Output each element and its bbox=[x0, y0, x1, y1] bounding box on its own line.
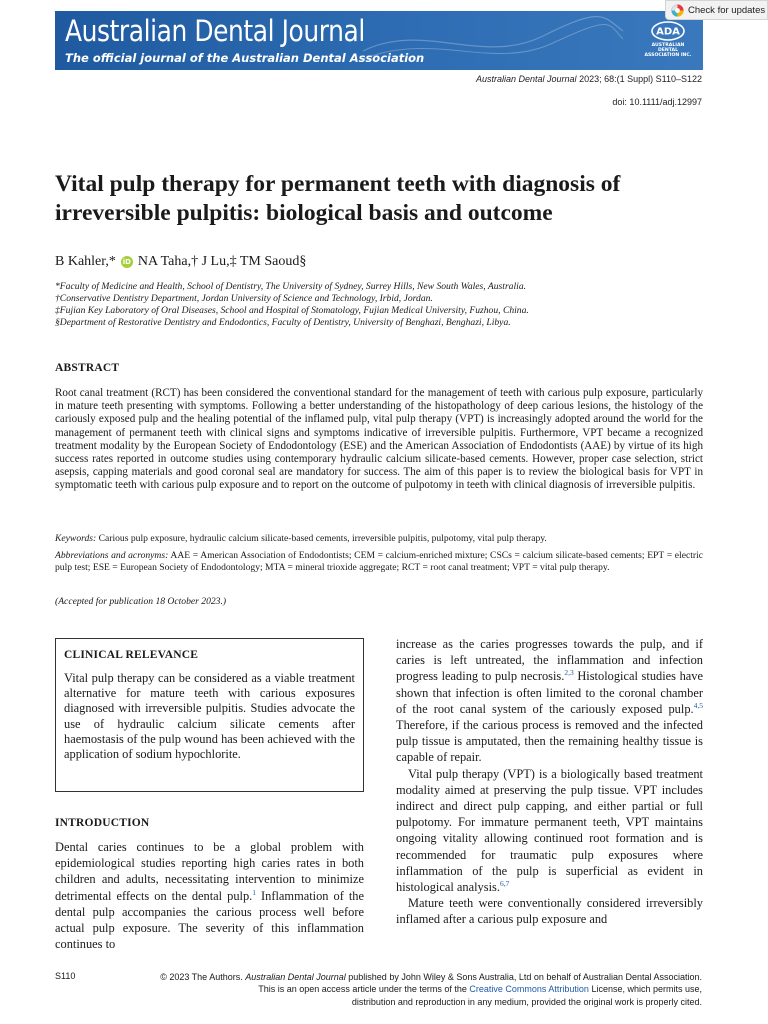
ada-logo-icon bbox=[651, 21, 685, 41]
journal-name: Australian Dental Journal bbox=[65, 14, 365, 48]
intro-p1-text-b: Inflammation of the dental pulp accompanies the carious process well before actual pulp exposure. The severity of this inflammation continues to bbox=[55, 888, 364, 952]
affiliation-2: †Conservative Dentistry Department, Jordan University of Science and Technology, Irbid, Jordan. bbox=[55, 293, 433, 304]
abstract-text: Root canal treatment (RCT) has been considered the conventional standard for the management of teeth with carious pulp exposure, particularly in mature teeth presenting with symptoms. Following a better understanding of the histopathology of deep carious lesions, the histology of the cariously exposed pulp and the healing potential of the inflamed pulp, vital pulp therapy (VPT) is increasingly adopted around the world for the management of permanent teeth with clinical signs and symptoms indicative of irreversible pulpitis. Furthermore, VPT became a recognized treatment modality by the European Society of Endodontology (ESE) and the American Association of Endodontists (AAE) by virtue of its high success rates reported in outcome studies using contemporary hydraulic calcium silicate-based cements. However, proper case selection, strict asepsis, capping materials and good coronal seal are mandatory for success. The aim of this paper is to review the biological basis for VPT in symptomatic teeth with carious pulp exposure and to report on the outcome of pulpotomy in teeth with clinical diagnosis of irreversible pulpitis. bbox=[55, 387, 703, 492]
abstract-heading: ABSTRACT bbox=[55, 362, 120, 374]
keywords-label: Keywords: bbox=[55, 533, 97, 544]
journal-tagline: The official journal of the Australian Dental Association bbox=[65, 51, 425, 65]
keywords-text: Carious pulp exposure, hydraulic calcium silicate-based cements, irreversible pulpitis, pulpotomy, vital pulp therapy. bbox=[96, 533, 547, 544]
creative-commons-link[interactable]: Creative Commons Attribution bbox=[469, 984, 589, 995]
orcid-icon[interactable]: iD bbox=[122, 258, 131, 266]
author-first: B Kahler,* bbox=[55, 254, 116, 269]
ada-caption-2: ASSOCIATION INC. bbox=[644, 53, 692, 58]
crossmark-icon bbox=[671, 4, 684, 17]
right-paragraph-1 bbox=[396, 636, 703, 766]
ada-logo bbox=[641, 21, 695, 58]
footer-copyright: © 2023 The Authors. bbox=[160, 972, 246, 982]
clinical-relevance-text: Vital pulp therapy can be considered as a viable treatment alternative for mature teeth with carious exposures diagnosed with irreversible pulpitis. Studies advocate the use of hydraulic calcium silicate cements after haemostasis of the pulp wound has been achieved with the application of sodium hypochlorite. bbox=[64, 671, 355, 762]
right-column bbox=[396, 636, 703, 928]
ada-caption-1: AUSTRALIAN DENTAL bbox=[651, 43, 685, 53]
svg-text:ADA: ADA bbox=[656, 26, 680, 38]
affiliations bbox=[55, 281, 695, 329]
footer-line-3: distribution and reproduction in any medium, provided the original work is properly cited. bbox=[351, 996, 702, 1007]
check-for-updates-label: Check for updates bbox=[688, 4, 766, 16]
check-for-updates-button[interactable] bbox=[665, 0, 768, 20]
introduction-heading: INTRODUCTION bbox=[55, 817, 150, 829]
keywords bbox=[55, 533, 703, 545]
doi-line: doi: 10.1111/adj.12997 bbox=[612, 97, 702, 107]
article-title: Vital pulp therapy for permanent teeth with diagnosis of irreversible pulpitis: biological basis and outcome bbox=[55, 171, 621, 226]
right-p1-text-b: Histological studies have shown that infection is often limited to the coronal chamber of the root canal system of the cariously exposed pulp. bbox=[396, 669, 703, 716]
citation-line bbox=[476, 74, 702, 84]
footer-license-tail: License, which permits use, bbox=[588, 984, 702, 995]
journal-banner bbox=[55, 11, 703, 70]
authors-rest: NA Taha,† J Lu,‡ TM Saoud§ bbox=[137, 254, 307, 269]
introduction-paragraph-1 bbox=[55, 839, 364, 952]
abbreviations-label: Abbreviations and acronyms: bbox=[55, 550, 169, 561]
right-p1-text-c: Therefore, if the carious process is removed and the infected pulp tissue is amputated, then the remaining healthy tissue is capable of repair. bbox=[396, 718, 703, 765]
affiliation-1: *Faculty of Medicine and Health, School of Dentistry, The University of Sydney, Surrey Hills, New South Wales, Australia. bbox=[55, 281, 527, 292]
reference-link[interactable]: 1 bbox=[252, 887, 257, 897]
footer-publisher: published by John Wiley & Sons Australia, Ltd on behalf of Australian Dental Association. bbox=[345, 972, 702, 982]
right-paragraph-3: Mature teeth were conventionally considered irreversibly inflamed after a carious pulp exposure and bbox=[396, 896, 703, 927]
abbreviations-text: AAE = American Association of Endodontists; CEM = calcium-enriched mixture; CSCs = calcium silicate-based cements; EPT = electric pulp test; ESE = European Society of Endodontology; MTA = mineral trioxide aggregate; RCT = root canal treatment; VPT = vital pulp therapy. bbox=[55, 550, 703, 573]
footer-journal: Australian Dental Journal bbox=[245, 972, 346, 982]
abbreviations bbox=[55, 550, 703, 574]
affiliation-3: ‡Fujian Key Laboratory of Oral Diseases, School and Hospital of Stomatology, Fujian Medical University, Fuzhou, China. bbox=[55, 305, 529, 316]
footer-line-2 bbox=[102, 983, 702, 995]
reference-link[interactable]: 6,7 bbox=[499, 878, 510, 888]
clinical-relevance-heading: CLINICAL RELEVANCE bbox=[64, 649, 199, 661]
intro-p1-text-a: Dental caries continues to be a global problem with epidemiological studies reporting high caries rates in both children and adults, necessitating intervention to minimize detrimental effects on the dental pulp. bbox=[55, 840, 364, 903]
reference-link[interactable]: 2,3 bbox=[564, 668, 574, 678]
footer-line-1 bbox=[102, 971, 702, 983]
right-paragraph-2 bbox=[396, 766, 703, 896]
footer-license-intro: This is an open access article under the terms of the bbox=[258, 984, 470, 995]
affiliation-4: §Department of Restorative Dentistry and Endodontics, Faculty of Dentistry, University of Benghazi, Benghazi, Libya. bbox=[55, 317, 511, 328]
right-p1-text-a: increase as the caries progresses towards the pulp, and if caries is left untreated, the inflammation and infection progress leading to pulp necrosis. bbox=[396, 637, 703, 684]
author-list bbox=[55, 254, 306, 270]
citation-details: 2023; 68:(1 Suppl) S110–S122 bbox=[576, 74, 702, 84]
right-p2-text-a: Vital pulp therapy (VPT) is a biologically based treatment modality aimed at preserving the pulp tissue. VPT includes indirect and direct pulp capping, and either partial or full pulpotomy. For immature permanent teeth, VPT maintains ongoing vitality allowing continued root formation and is recommended for traumatic pulp exposures where inflammation of the pulp is superficial as evident in histological analysis. bbox=[396, 766, 703, 895]
clinical-relevance-box bbox=[55, 638, 364, 792]
accepted-date: (Accepted for publication 18 October 2023.) bbox=[55, 596, 227, 607]
reference-link[interactable]: 4,5 bbox=[693, 700, 703, 710]
license-footer bbox=[102, 971, 702, 1008]
citation-journal: Australian Dental Journal bbox=[476, 74, 577, 84]
page-number: S110 bbox=[55, 971, 76, 981]
